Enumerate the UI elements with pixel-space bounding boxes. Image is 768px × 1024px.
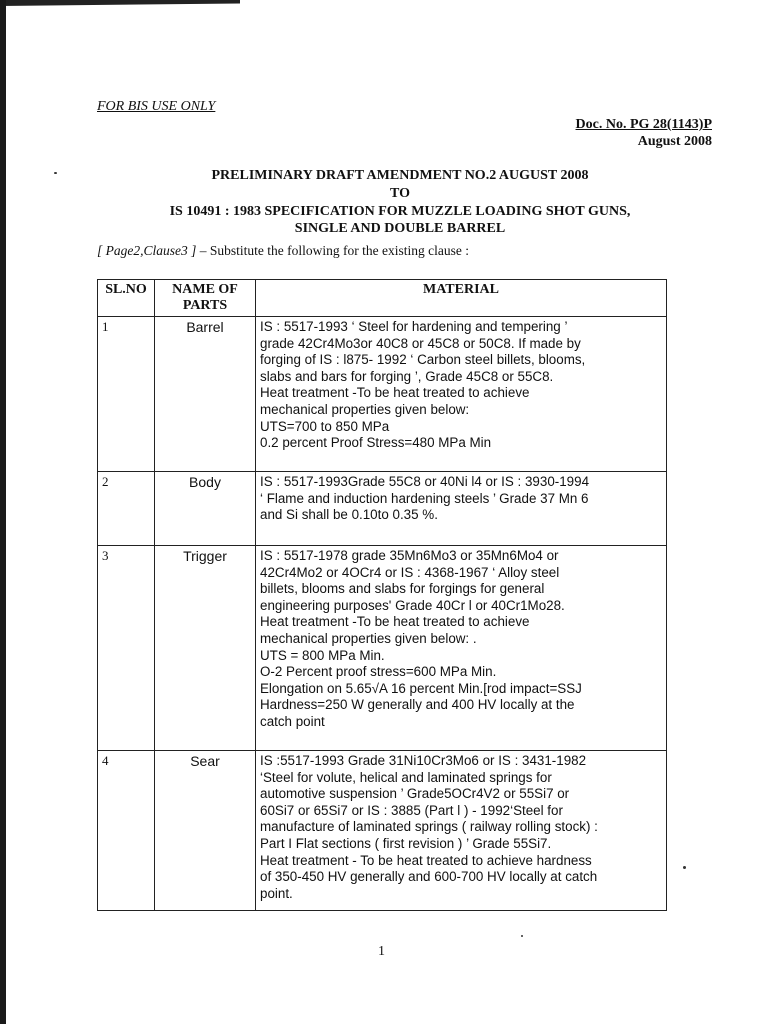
title-line-4: SINGLE AND DOUBLE BARREL xyxy=(294,221,506,236)
document-date: August 2008 xyxy=(637,134,712,149)
material-line: UTS=700 to 850 MPa xyxy=(260,418,390,434)
material-cell xyxy=(256,546,667,751)
material-line: IS : 5517-1978 grade 35Mn6Mo3 or 35Mn6Mo4 or xyxy=(260,548,559,563)
material-cell xyxy=(256,751,667,911)
material-line: IS :5517-1993 Grade 31Ni10Cr3Mo6 or IS : 3431-1982 xyxy=(260,753,587,768)
title-line-1: PRELIMINARY DRAFT AMENDMENT NO.2 AUGUST 2008 xyxy=(211,168,589,183)
material-line: Hardness=250 W generally and 400 HV locally at the xyxy=(260,697,575,713)
material-line: slabs and bars for forging ’, Grade 45C8 or 55C8. xyxy=(260,368,554,384)
material-line: Part I Flat sections ( first revision ) ’ Grade 55Si7. xyxy=(260,835,552,851)
material-line: IS : 5517-1993Grade 55C8 or 40Ni l4 or IS : 3930-1994 xyxy=(260,474,590,489)
table-row xyxy=(98,472,667,546)
material-line: ‘ Flame and induction hardening steels ’ Grade 37 Mn 6 xyxy=(260,490,589,506)
header-material: MATERIAL xyxy=(256,280,667,317)
scan-edge-left xyxy=(0,0,6,1024)
page-number: 1 xyxy=(378,944,385,959)
part-name-cell: Sear xyxy=(155,751,256,911)
material-line: grade 42Cr4Mo3or 40C8 or 45C8 or 50C8. If made by xyxy=(260,335,581,351)
material-cell xyxy=(256,317,667,472)
scan-edge-top xyxy=(0,0,240,6)
material-line: catch point xyxy=(260,713,325,729)
material-line: of 350-450 HV generally and 600-700 HV locally at catch xyxy=(260,869,598,885)
sl-cell: 1 xyxy=(98,317,155,472)
material-line: O-2 Percent proof stress=600 MPa Min. xyxy=(260,664,497,680)
material-line: billets, blooms and slabs for forgings for general xyxy=(260,581,545,597)
table-row xyxy=(98,546,667,751)
material-line: Heat treatment -To be heat treated to achieve xyxy=(260,385,530,401)
material-line: manufacture of laminated springs ( railway rolling stock) : xyxy=(260,819,598,835)
material-table xyxy=(97,279,667,911)
part-name-cell: Barrel xyxy=(155,317,256,472)
material-line: ‘Steel for volute, helical and laminated springs for xyxy=(260,769,552,785)
material-line: Heat treatment -To be heat treated to achieve xyxy=(260,614,530,630)
material-line: mechanical properties given below: xyxy=(260,401,470,417)
title-line-3: IS 10491 : 1983 SPECIFICATION FOR MUZZLE LOADING SHOT GUNS, xyxy=(169,204,631,219)
table-header-row xyxy=(98,280,667,317)
substitution-text: – Substitute the following for the existing clause : xyxy=(196,243,469,258)
header-name-of-parts: NAME OF PARTS xyxy=(155,280,256,317)
material-line: forging of IS : l875- 1992 ‘ Carbon steel billets, blooms, xyxy=(260,352,586,368)
material-line: automotive suspension ’ Grade5OCr4V2 or 55Si7 or xyxy=(260,786,570,802)
part-name-cell: Trigger xyxy=(155,546,256,751)
material-cell xyxy=(256,472,667,546)
material-line: Heat treatment - To be heat treated to achieve hardness xyxy=(260,852,592,868)
scan-speck xyxy=(54,172,57,174)
bis-use-only-label: FOR BIS USE ONLY xyxy=(97,99,216,114)
table-row xyxy=(98,317,667,472)
clause-reference: [ Page2,Clause3 ] xyxy=(97,243,197,258)
material-line: mechanical properties given below: . xyxy=(260,630,477,646)
table-row xyxy=(98,751,667,911)
material-line: Elongation on 5.65√A 16 percent Min.[rod impact=SSJ xyxy=(260,680,582,696)
material-line: point. xyxy=(260,885,293,901)
sl-cell: 3 xyxy=(98,546,155,751)
scan-speck xyxy=(683,866,686,869)
material-line: 60Si7 or 65Si7 or IS : 3885 (Part l ) - 1992‘Steel for xyxy=(260,802,563,818)
material-line: IS : 5517-1993 ‘ Steel for hardening and tempering ’ xyxy=(260,319,568,334)
material-line: UTS = 800 MPa Min. xyxy=(260,647,385,663)
title-line-2: TO xyxy=(390,186,410,201)
substitution-note xyxy=(97,243,469,259)
material-line: 42Cr4Mo2 or 4OCr4 or IS : 4368-1967 ‘ Alloy steel xyxy=(260,564,560,580)
document-number: Doc. No. PG 28(1143)P xyxy=(575,117,712,132)
sl-cell: 2 xyxy=(98,472,155,546)
material-line: engineering purposes' Grade 40Cr l or 40Cr1Mo28. xyxy=(260,597,565,613)
material-line: and Si shall be 0.10to 0.35 %. xyxy=(260,507,438,523)
part-name-cell: Body xyxy=(155,472,256,546)
material-line: 0.2 percent Proof Stress=480 MPa Min xyxy=(260,435,492,451)
scan-speck xyxy=(521,935,523,937)
sl-cell: 4 xyxy=(98,751,155,911)
header-sl-no: SL.NO xyxy=(98,280,155,317)
